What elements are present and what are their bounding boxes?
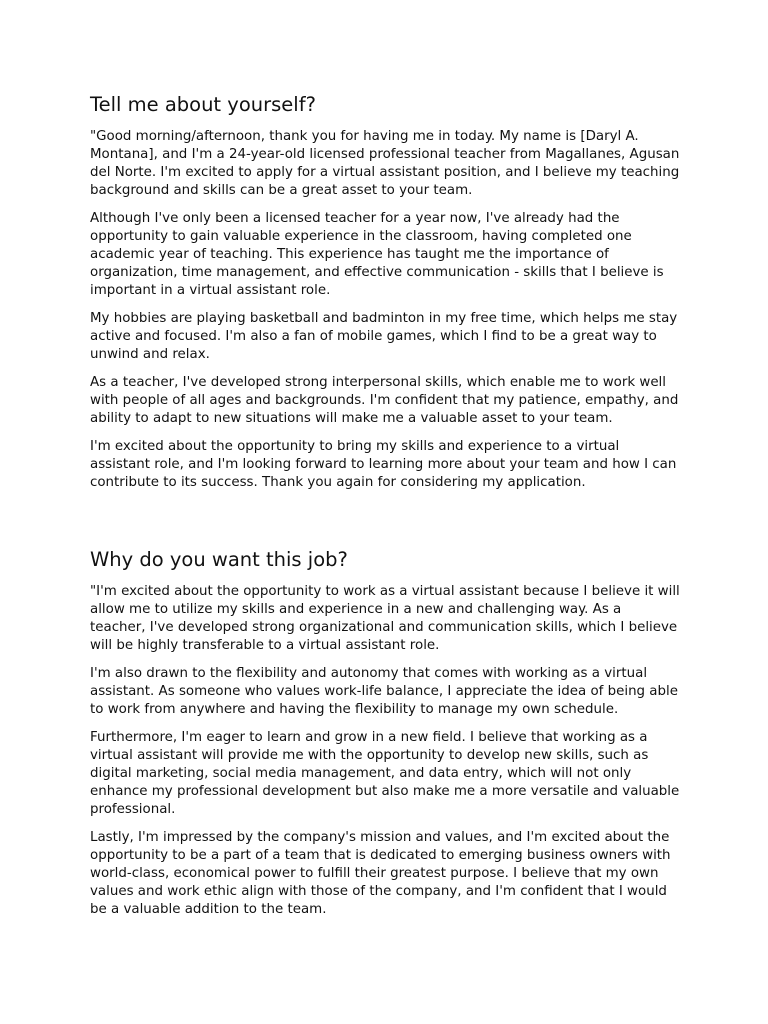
paragraph: My hobbies are playing basketball and badminton in my free time, which helps me stay active and focused. I'm also a fan of mobile games, which I find to be a great way to unwind and relax. — [90, 311, 678, 362]
paragraph: I'm excited about the opportunity to bring my skills and experience to a virtual assistant role, and I'm looking forward to learning more about your team and how I can contribute to its success. Thank you again for considering my application. — [90, 439, 677, 490]
paragraph: I'm also drawn to the flexibility and autonomy that comes with working as a virtual assistant. As someone who values work-life balance, I appreciate the idea of being able to work from anywhere and having the flexibility to manage my own schedule. — [90, 666, 678, 717]
section-why-this-job — [90, 548, 680, 929]
section-heading: Why do you want this job? — [90, 548, 348, 571]
paragraph: "Good morning/afternoon, thank you for having me in today. My name is [Daryl A. Montana], and I'm a 24-year-old licensed professional teacher from Magallanes, Agusan del Norte. I'm excited to apply for a virtual assistant position, and I believe my teaching background and skills can be a great asset to your team. — [90, 129, 680, 198]
paragraph: As a teacher, I've developed strong interpersonal skills, which enable me to work well with people of all ages and backgrounds. I'm confident that my patience, empathy, and ability to adapt to new situations will make me a valuable asset to your team. — [90, 375, 679, 426]
paragraph: Furthermore, I'm eager to learn and grow in a new field. I believe that working as a virtual assistant will provide me with the opportunity to develop new skills, such as digital marketing, social media management, and data entry, which will not only enhance my professional development but also make me a more versatile and valuable professional. — [90, 730, 680, 817]
paragraph: Lastly, I'm impressed by the company's mission and values, and I'm excited about the opportunity to be a part of a team that is dedicated to emerging business owners with world-class, economical power to fulfill their greatest purpose. I believe that my own values and work ethic align with those of the company, and I'm confident that I would be a valuable addition to the team. — [90, 830, 671, 917]
paragraph: Although I've only been a licensed teacher for a year now, I've already had the opportunity to gain valuable experience in the classroom, having completed one academic year of teaching. This experience has taught me the importance of organization, time management, and effective communication - skills that I believe is important in a virtual assistant role. — [90, 211, 664, 298]
paragraph: "I'm excited about the opportunity to work as a virtual assistant because I believe it will allow me to utilize my skills and experience in a new and challenging way. As a teacher, I've developed strong organizational and communication skills, which I believe will be highly transferable to a virtual assistant role. — [90, 584, 680, 653]
section-tell-me-about-yourself — [90, 93, 680, 502]
section-heading: Tell me about yourself? — [90, 93, 316, 116]
